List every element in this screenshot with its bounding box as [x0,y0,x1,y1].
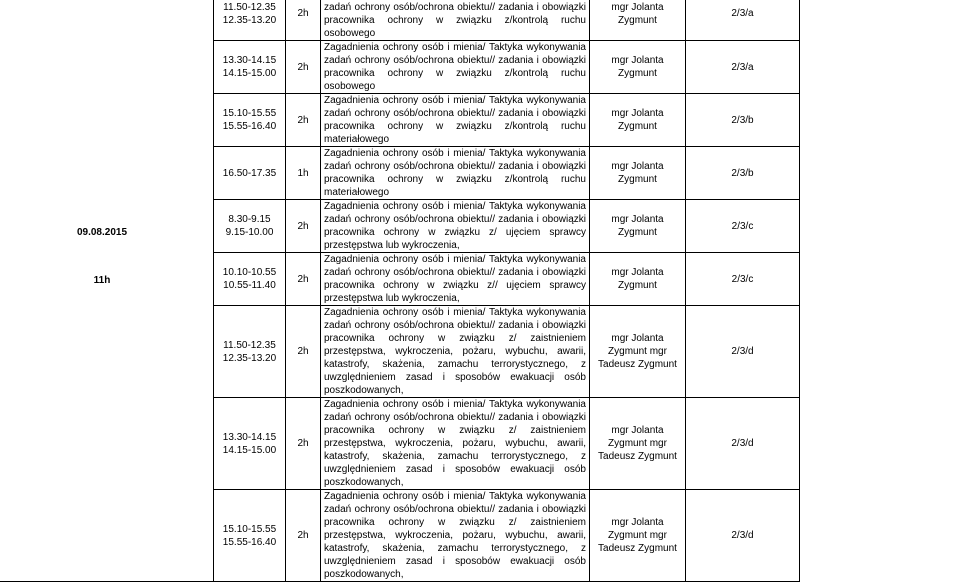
topic-cell: Zagadnienia ochrony osób i mienia/ Taktyka wykonywania zadań ochrony osób/ochrona obiektu// zadania i obowiązki pracownika ochrony w związku z/kontrolą ruchu osobowego [321,41,590,94]
teacher-name-line: Tadeusz Zygmunt [598,359,677,370]
teacher-cell [590,200,686,253]
time-cell [214,41,286,94]
hours-cell: 2h [286,0,321,41]
hours-cell: 2h [286,200,321,253]
date-text: 09.08.2015 [76,227,128,238]
topic-cell: zadań ochrony osób/ochrona obiektu// zadania i obowiązki pracownika ochrony w związku z/kontrolą ruchu osobowego [321,0,590,41]
time-slot: 10.55-11.40 [223,280,276,291]
teacher-name-line: mgr Jolanta [611,108,664,119]
time-cell [214,0,286,41]
topic-cell: Zagadnienia ochrony osób i mienia/ Taktyka wykonywania zadań ochrony osób/ochrona obiektu// zadania i obowiązki pracownika ochrony w związku z/ zaistnieniem przestępstwa, wykroczenia, pożaru, wybuchu, awarii, katastrofy, skażenia, zamachu terrorystycznego, z uwzględnieniem zasad i sposobów ewakuacji osób poszkodowanych, [321,398,590,490]
topic-cell: Zagadnienia ochrony osób i mienia/ Taktyka wykonywania zadań ochrony osób/ochrona obiektu// zadania i obowiązki pracownika ochrony w związku z/kontrolą ruchu materiałowego [321,147,590,200]
time-slot: 14.15-15.00 [222,68,277,79]
teacher-cell [590,253,686,306]
teacher-name-line: mgr Jolanta [611,214,664,225]
time-slot: 14.15-15.00 [222,444,277,456]
time-slot: 11.50-12.35 [223,1,276,13]
topic-cell: Zagadnienia ochrony osób i mienia/ Taktyka wykonywania zadań ochrony osób/ochrona obiektu// zadania i obowiązki pracownika ochrony w związku z/kontrolą ruchu materiałowego [321,94,590,147]
time-slot: 15.10-15.55 [222,108,277,119]
group-code-cell: 2/3/d [686,306,800,398]
date-cell [0,0,214,582]
time-slot: 12.35-13.20 [222,14,277,26]
table-row [0,0,957,41]
time-slot: 15.55-16.40 [222,536,277,548]
time-cell [214,200,286,253]
hours-cell: 2h [286,41,321,94]
time-slot: 8.30-9.15 [228,214,271,225]
teacher-name-line: mgr Jolanta [611,267,664,278]
teacher-cell [590,398,686,490]
time-slot: 13.30-14.15 [222,431,277,443]
group-code-cell: 2/3/a [686,41,800,94]
group-code-cell: 2/3/b [686,147,800,200]
teacher-name-line: mgr Jolanta [611,425,664,436]
time-cell [214,398,286,490]
hours-cell: 2h [286,490,321,582]
time-slot: 9.15-10.00 [225,227,274,238]
time-cell [214,306,286,398]
time-cell [214,94,286,147]
time-slot: 12.35-13.20 [222,352,277,364]
teacher-name-line: Zygmunt [618,174,657,185]
teacher-name-line: Zygmunt [618,227,657,238]
group-code-cell: 2/3/c [686,200,800,253]
teacher-cell [590,490,686,582]
hours-cell: 2h [286,94,321,147]
topic-cell: Zagadnienia ochrony osób i mienia/ Taktyka wykonywania zadań ochrony osób/ochrona obiektu// zadania i obowiązki pracownika ochrony w związku z// ujęciem sprawcy przestępstwa lub wykroczenia, [321,253,590,306]
group-code-cell: 2/3/b [686,94,800,147]
teacher-cell [590,94,686,147]
teacher-name-line: mgr Jolanta [611,1,664,13]
teacher-name-line: Zygmunt [618,121,657,132]
teacher-cell [590,0,686,41]
teacher-name-line: mgr Jolanta [611,161,664,172]
teacher-cell [590,147,686,200]
teacher-name-line: Zygmunt [618,68,657,79]
topic-cell: Zagadnienia ochrony osób i mienia/ Taktyka wykonywania zadań ochrony osób/ochrona obiektu// zadania i obowiązki pracownika ochrony w związku z/ zaistnieniem przestępstwa, wykroczenia, pożaru, wybuchu, awarii, katastrofy, skażenia, zamachu terrorystycznego, z uwzględnieniem zasad i sposobów ewakuacji osób poszkodowanych, [321,306,590,398]
teacher-name-line: Tadeusz Zygmunt [598,451,677,462]
teacher-name-line: Zygmunt mgr [608,438,667,449]
time-slot: 10.10-10.55 [222,267,277,278]
topic-cell: Zagadnienia ochrony osób i mienia/ Taktyka wykonywania zadań ochrony osób/ochrona obiektu// zadania i obowiązki pracownika ochrony w związku z/ ujęciem sprawcy przestępstwa lub wykroczenia, [321,200,590,253]
hours-cell: 2h [286,398,321,490]
teacher-name-line: mgr Jolanta [611,55,664,66]
time-slot: 15.55-16.40 [222,121,277,132]
time-cell [214,147,286,200]
time-slot: 11.50-12.35 [223,339,276,351]
time-slot: 16.50-17.35 [222,167,277,179]
group-code-cell: 2/3/d [686,398,800,490]
teacher-cell [590,306,686,398]
time-slot: 13.30-14.15 [222,55,277,66]
time-cell [214,490,286,582]
teacher-name-line: Zygmunt [618,280,657,291]
topic-cell: Zagadnienia ochrony osób i mienia/ Taktyka wykonywania zadań ochrony osób/ochrona obiektu// zadania i obowiązki pracownika ochrony w związku z/ zaistnieniem przestępstwa, wykroczenia, pożaru, wybuchu, awarii, katastrofy, skażenia, zamachu terrorystycznego, z uwzględnieniem zasad i sposobów ewakuacji osób poszkodowanych, [321,490,590,582]
group-code-cell: 2/3/d [686,490,800,582]
teacher-name-line: mgr Jolanta [611,333,664,344]
hours-total-text: 11h [93,275,111,286]
time-slot: 15.10-15.55 [222,523,277,535]
teacher-name-line: Zygmunt mgr [608,530,667,541]
teacher-name-line: Zygmunt mgr [608,346,667,357]
time-cell [214,253,286,306]
hours-cell: 2h [286,306,321,398]
hours-cell: 1h [286,147,321,200]
teacher-name-line: Zygmunt [618,14,657,26]
hours-cell: 2h [286,253,321,306]
teacher-name-line: mgr Jolanta [611,517,664,528]
teacher-name-line: Tadeusz Zygmunt [598,543,677,554]
group-code-cell: 2/3/c [686,253,800,306]
group-code-cell: 2/3/a [686,0,800,41]
teacher-cell [590,41,686,94]
